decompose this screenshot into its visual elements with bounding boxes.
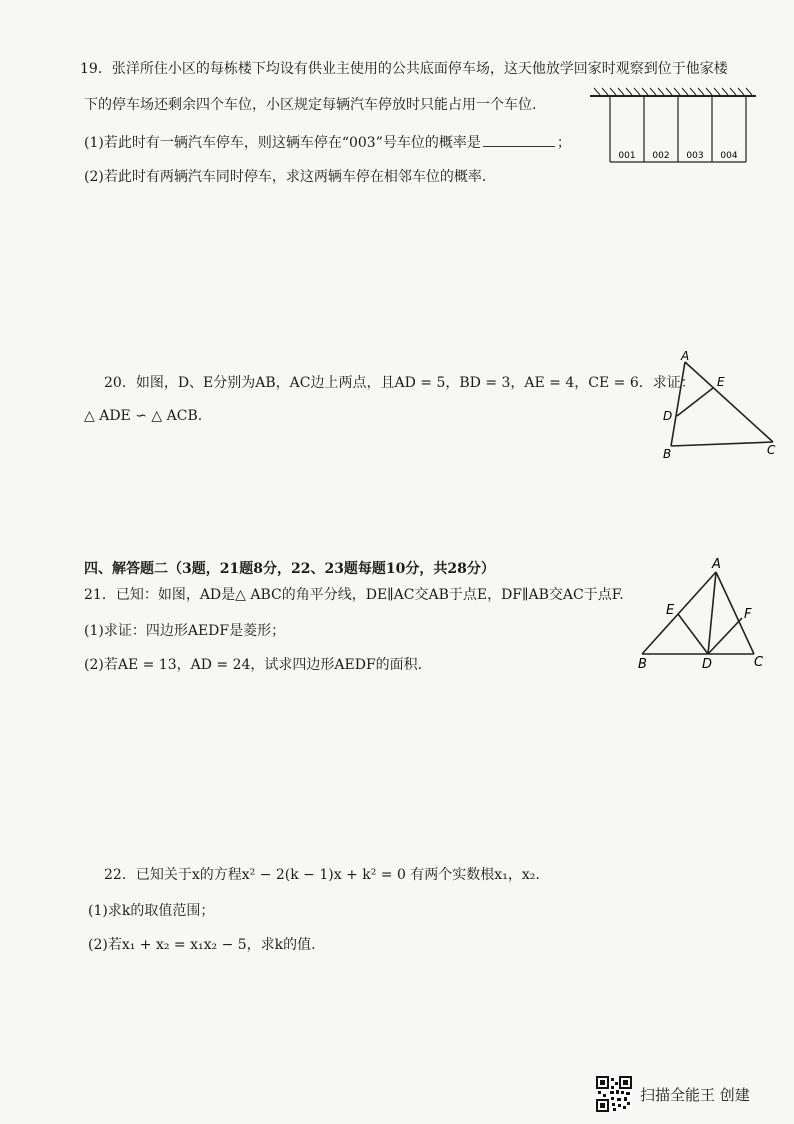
q21-line1: 21．已知：如图，AD是△ ABC的角平分线，DE∥AC交AB于点E，DF∥AB交AC于点F. (84, 587, 624, 603)
slot-label-4: 004 (720, 151, 738, 161)
q19-line2: 下的停车场还剩余四个车位，小区规定每辆汽车停放时只能占用一个车位. (84, 97, 537, 113)
qr-code-icon (596, 1076, 632, 1112)
label-C: C (754, 655, 764, 670)
q21-part2: (2)若AE = 13，AD = 24，试求四边形AEDF的面积. (84, 657, 423, 673)
slot-label-3: 003 (686, 151, 704, 161)
q19-part1-end: ； (556, 135, 571, 151)
label-D: D (702, 657, 713, 672)
q22-line1: 22．已知关于x的方程x² − 2(k − 1)x + k² = 0 有两个实数根x₁，x₂. (104, 867, 540, 883)
triangle-figure-q21 (632, 552, 777, 674)
label-A: A (712, 557, 721, 572)
q21-part1: (1)求证：四边形AEDF是菱形； (84, 623, 286, 639)
label-B: B (663, 447, 672, 461)
answer-blank (483, 134, 555, 147)
slot-label-2: 002 (652, 151, 670, 161)
q20-line1: 20．如图，D、E分别为AB，AC边上两点，且AD = 5，BD = 3，AE = 4，CE = 6．求证： (104, 375, 695, 391)
q19-part1 (84, 132, 571, 152)
watermark-text: 扫描全能王 创建 (640, 1086, 750, 1104)
q22-part2: (2)若x₁ + x₂ = x₁x₂ − 5，求k的值. (88, 937, 316, 953)
label-D: D (663, 409, 673, 423)
q19-line1: 19．张洋所住小区的每栋楼下均设有供业主使用的公共底面停车场，这天他放学回家时观察到位于他家楼 (80, 61, 728, 77)
section-heading: 四、解答题二（3题，21题8分，22、23题每题10分，共28分） (84, 561, 495, 577)
q19-part1-text: (1)若此时有一辆汽车停车，则这辆车停在“003”号车位的概率是 (84, 135, 481, 151)
slot-label-1: 001 (618, 151, 636, 161)
q22-part1: (1)求k的取值范围； (88, 903, 215, 919)
label-E: E (717, 375, 725, 389)
label-A: A (681, 350, 690, 363)
parking-diagram (588, 86, 760, 168)
triangle-figure-q20 (655, 350, 790, 462)
q20-line2: △ ADE ∽ △ ACB. (84, 408, 203, 424)
label-C: C (767, 443, 776, 457)
q19-part2: (2)若此时有两辆汽车同时停车，求这两辆车停在相邻车位的概率. (84, 169, 487, 185)
label-F: F (744, 607, 752, 622)
label-E: E (666, 603, 675, 618)
label-B: B (638, 657, 647, 672)
